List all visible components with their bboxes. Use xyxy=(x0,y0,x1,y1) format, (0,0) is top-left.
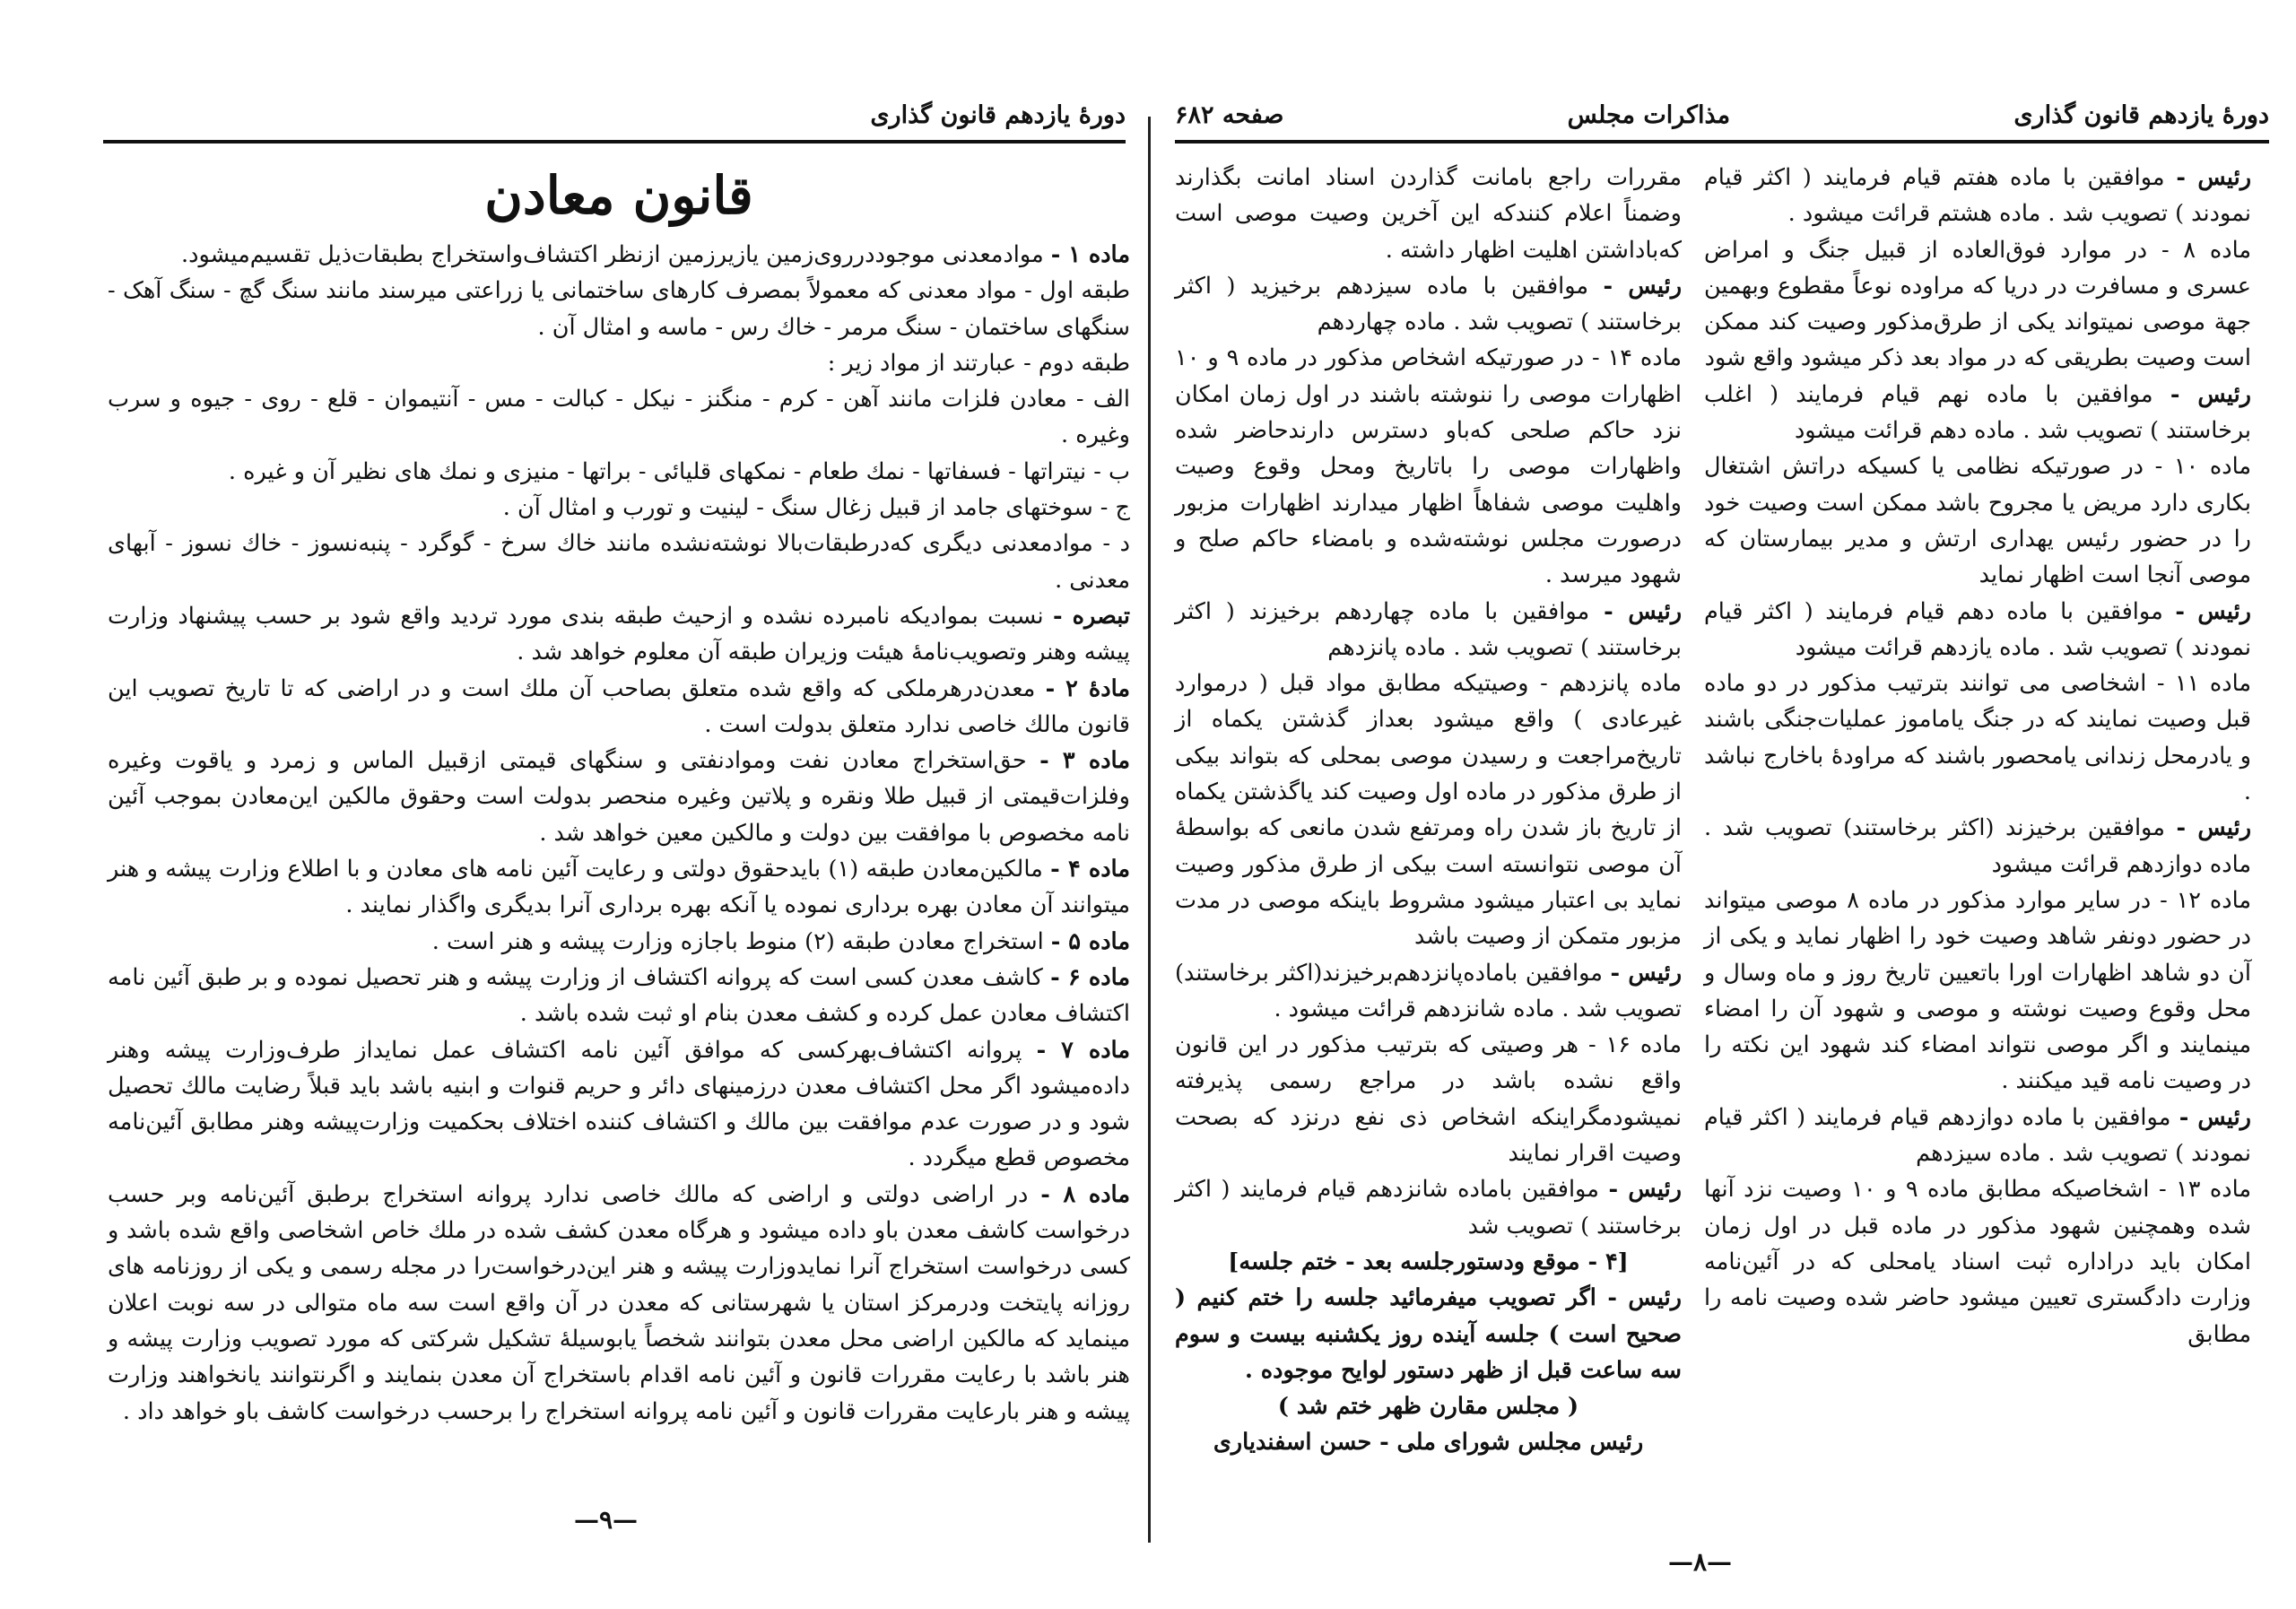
page-divider xyxy=(1148,117,1151,1543)
paragraph-text: موافقین با ماده هفتم قیام فرمایند ( اکثر قیام نمودند ) تصویب شد . ماده هشتم قرائت میشود . xyxy=(1704,164,2251,228)
right-page xyxy=(1157,0,2296,1609)
page-label: صفحه ۶۸۲ xyxy=(1175,100,1284,129)
paragraph-text: موافقین با ماده دهم قیام فرمایند ( اکثر قیام نمودند ) تصویب شد . ماده یازدهم قرائت میشود xyxy=(1704,597,2251,661)
paragraph-text: طبقه دوم - عبارتند از مواد زیر : xyxy=(827,349,1130,377)
paragraph xyxy=(1704,883,2251,1100)
closing-block xyxy=(1175,1244,1682,1461)
article-label: رئیس - xyxy=(2179,1103,2251,1131)
paragraph xyxy=(1175,594,1682,666)
right-column-2 xyxy=(1175,160,1682,1461)
paragraph-text: در اراضی دولتی و اراضی که مالك خاصی ندارد پروانه استخراج برطبق آئین‌نامه وبر حسب درخواست کاشف معدن باو داده میشود و هرگاه معدن کشف شده در ملك خاص اشخاصی واقع شده باشد و کسی درخواست استخراج آنرا نماید‌وزارت پیشه و هنر این‌درخواست‌را در مجله رسمی و یکی از روزنامه های روزانه پایتخت ودرمرکز استان یا شهرستانی که معدن در آن واقع است سه ماه متوالی در سه نوبت اعلان مینماید که مالکین اراضی محل معدن بتوانند شخصاً یابوسیلهٔ تشکیل شرکتی که مورد تصویب وزارت پیشه و هنر باشد با رعایت مقررات قانون و آئین نامه اقدام باستخراج آن معدن بنمایند و اگرنتوانند یانخواهند وزارت پیشه و هنر بارعایت مقررات قانون و آئین نامه پروانه استخراج را برحسب درخواست کاشف باو خواهد داد . xyxy=(108,1180,1130,1425)
article-label: ماده ۵ - xyxy=(1050,927,1130,955)
paragraph-text: ماده ۱۱ - اشخاصی می توانند بترتیب مذکور در دو ماده قبل وصیت نمایند که در جنگ یاماموز عملیات‌جنگی باشند و یادرمحل زندانی یامحصور باشند که مراودهٔ باخارج نباشد . xyxy=(1704,670,2251,806)
paragraph-text: مالکین‌معادن طبقه (۱) بایدحقوق دولتی و رعایت آئین نامه های معادن و با اطلاع وزارت پیشه و هنر میتوانند آن معادن بهره برداری نموده یا آنکه بهره برداری آنرا بدیگری واگذار نمایند . xyxy=(108,856,1130,919)
paragraph-text: ماده ۸ - در موارد فوق‌العاده از قبیل جنگ و امراض عسری و مسافرت در دریا که مراوده نوعاً مقطوع وبهمین جهة موصی نمیتواند یکی از طرق‌مذکور وصیت کند ممکن است وصیت بطریقی که در مواد بعد ذکر میشود واقع شود xyxy=(1704,236,2251,372)
paragraph-text: کاشف معدن کسی است که پروانه اکتشاف از وزارت پیشه و هنر تحصیل نموده و بر طبق آئین نامه اکتشاف معادن عمل کرده و کشف معدن بنام او ثبت شده باشد . xyxy=(108,963,1130,1028)
paragraph xyxy=(1175,268,1682,341)
paragraph-text: موافقین برخیزند (اکثر برخاستند) تصویب شد . ماده دوازدهم قرائت میشود xyxy=(1704,814,2251,878)
session-label: دورهٔ یازدهم قانون گذاری xyxy=(2013,100,2269,129)
article-label: ماده ۶ - xyxy=(1050,963,1130,991)
paragraph-text: موافقین با ماده نهم قیام فرمایند ( اغلب برخاستند ) تصویب شد . ماده دهم قرائت میشود xyxy=(1704,380,2251,445)
section-heading: [۴ - موقع ودستورجلسه بعد - ختم جلسه] xyxy=(1228,1248,1629,1275)
paragraph xyxy=(108,598,1130,671)
article-label: رئیس - xyxy=(1610,959,1683,987)
paragraph xyxy=(1704,594,2251,666)
paragraph-text: ماده ۱۶ - هر وصیتی که بترتیب مذکور در این قانون واقع نشده باشد در مراجع رسمی پذیرفته نمیشودمگراینکه اشخاص ذی نفع درنزد که بصحت وصیت اقرار نمایند xyxy=(1175,1031,1682,1168)
paragraph xyxy=(108,526,1130,598)
adjournment-note: ( مجلس مقارن ظهر ختم شد ) xyxy=(1277,1393,1579,1421)
journal-title: مذاکرات مجلس xyxy=(1567,100,1731,129)
paragraph-text: ب - نیتراتها - فسفاتها - نمك طعام - نمکهای قلیائی - براتها - منیزی و نمك های نظیر آن و غیره . xyxy=(228,457,1130,485)
paragraph xyxy=(108,924,1130,960)
closing-speech xyxy=(1175,1280,1682,1388)
speech-text: اگر تصویب میفرمائید جلسه را ختم کنیم ( صحیح است ) جلسه آینده روز یکشنبه بیست و سوم سه ساعت قبل از ظهر دستور لوایح موجوده . xyxy=(1175,1284,1682,1384)
paragraph-text: نسبت بموادیکه نامبرده نشده و ازحیث طبقه بندی مورد تردید واقع شود بر حسب پیشنهاد وزارت پیشه وهنر وتصویب‌نامهٔ هیئت وزیران طبقه آن معلوم خواهد شد . xyxy=(108,602,1130,666)
left-running-header xyxy=(103,90,1126,144)
paragraph-text: ماده پانزدهم - وصیتیکه مطابق مواد قبل ( درموارد غیرعادی ) واقع میشود بعداز گذشتن یکماه از تاریخ‌مراجعت و رسیدن موصی بمحلی که بتواند بیکی از طرق مذکور در ماده اول وصیت کند یاگذشتن یکماه از تاریخ باز شدن راه ومرتفع شدن مانعی که بواسطهٔ آن موصی نتوانسته است بیکی از طرق مذکور وصیت نماید بی اعتبار میشود مشروط باینکه موصی در مدت مزبور متمکن از وصیت باشد xyxy=(1175,670,1682,951)
paragraph xyxy=(108,490,1130,526)
paragraph-text: طبقه اول - مواد معدنی که معمولاً بمصرف کارهای ساختمانی یا زراعتی میرسند مانند سنگ گچ - سنگ آهک - سنگهای ساختمان - سنگ مرمر - خاك رس - ماسه و امثال آن . xyxy=(108,277,1130,341)
column-2-body xyxy=(1175,160,1682,1244)
paragraph xyxy=(1704,232,2251,377)
article-label: رئیس - xyxy=(2170,380,2251,408)
paragraph xyxy=(1704,665,2251,810)
paragraph xyxy=(108,1032,1130,1177)
left-page-number: —۹— xyxy=(574,1505,639,1535)
paragraph xyxy=(108,381,1130,454)
article-label: ماده ۳ - xyxy=(1039,747,1130,775)
signature-line: رئیس مجلس شورای ملی - حسن اسفندیاری xyxy=(1213,1429,1644,1457)
article-label: ماده ۷ - xyxy=(1036,1036,1130,1064)
paragraph xyxy=(108,345,1130,381)
article-label: رئیس - xyxy=(2176,164,2252,191)
paragraph-text: ج - سوختهای جامد از قبیل زغال سنگ - لینیت و تورب و امثال آن . xyxy=(502,494,1130,522)
paragraph xyxy=(108,743,1130,851)
session-label: دورهٔ یازدهم قانون گذاری xyxy=(870,100,1126,129)
article-label: ماده ۱ - xyxy=(1050,241,1130,268)
paragraph xyxy=(1175,340,1682,593)
article-label: رئیس - xyxy=(2176,814,2252,842)
article-label: ماده ۴ - xyxy=(1050,856,1130,883)
right-column-1 xyxy=(1704,160,2251,1352)
paragraph-text: معدن‌درهرملکی که واقع شده متعلق بصاحب آن ملك است و در اراضی که تا تاریخ تصویب این قانون مالك خاصی ندارد متعلق بدولت است . xyxy=(108,674,1130,738)
paragraph-text: الف - معادن فلزات مانند آهن - کرم - منگنز - نیکل - کبالت - مس - آنتیموان - قلع - روی - جیوه و سرب وغیره . xyxy=(108,386,1130,449)
article-label: ماده ۸ - xyxy=(1040,1180,1130,1208)
right-page-number: —۸— xyxy=(1668,1547,1733,1577)
paragraph-text: ماده ۱۳ - اشخاصیکه مطابق ماده ۹ و ۱۰ وصیت نزد آنها شده وهمچنین شهود مذکور در ماده قبل در اول زمان امکان باید دراداره ثبت اسناد یامحلی که در آئین‌نامه وزارت دادگستری تعیین میشود حاضر شده وصیت نامه را مطابق xyxy=(1704,1176,2252,1348)
paragraph xyxy=(1704,160,2251,232)
article-label: تبصره - xyxy=(1052,602,1130,630)
paragraph xyxy=(108,851,1130,924)
paragraph-text: مقررات راجع بامانت گذاردن اسناد امانت بگذارند وضمناً اعلام کنندکه این آخرین وصیت موصی است که‌باداشتن اهلیت اظهار داشته . xyxy=(1175,164,1682,264)
paragraph xyxy=(108,960,1130,1032)
paragraph xyxy=(1175,160,1682,268)
paragraph-text: استخراج معادن طبقه (۲) منوط باجازه وزارت پیشه و هنر است . xyxy=(431,927,1051,955)
paragraph-text: موافقین با ماده سیزدهم برخیزید ( اکثر برخاستند ) تصویب شد . ماده چهاردهم xyxy=(1175,272,1682,336)
paragraph xyxy=(1704,377,2251,449)
paragraph xyxy=(108,273,1130,345)
document-title: قانون معادن xyxy=(484,165,753,226)
right-running-header xyxy=(1175,90,2269,144)
article-label: مادهٔ ۲ - xyxy=(1045,674,1131,702)
left-text-column xyxy=(108,160,1130,1430)
paragraph-text: پروانه اکتشاف‌بهرکسی که موافق آئین نامه اکتشاف عمل نماید‌از طرف‌وزارت پیشه وهنر داده‌میشود اگر محل اکتشاف معدن درزمینهای دائر و حریم قنوات و ابنیه باشد باید قبلاً رضایت مالك تحصیل شود و در صورت عدم موافقت بین مالك و اکتشاف کننده اختلاف بحکمیت وزارت‌پیشه وهنر مطابق آئین‌نامه مخصوص قطع میگردد . xyxy=(108,1036,1130,1172)
article-label: رئیس - xyxy=(1608,1176,1682,1204)
paragraph xyxy=(108,1177,1130,1430)
paragraph-text: حق‌استخراج معادن نفت وموادنفتی و سنگهای قیمتی ازقبیل الماس و زمرد و یاقوت وغیره وفلزات‌قیمتی از قبیل طلا ونقره و پلاتین وغیره منحصر بدولت است وحقوق مالکین این‌معادن بموجب آئین نامه مخصوص با موافقت بین دولت و مالکین معین خواهد شد . xyxy=(108,747,1130,847)
paragraph xyxy=(1704,810,2251,883)
paragraph-text: موادمعدنی موجوددرروی‌زمین یازیرزمین ازنظر اکتشاف‌واستخراج بطبقات‌ذیل تقسیم‌میشود. xyxy=(181,241,1051,268)
paragraph xyxy=(1704,448,2251,593)
paragraph-text: ماده ۱۰ - در صورتیکه نظامی یا کسیکه دراتش اشتغال بکاری دارد مریض یا مجروح باشد ممکن است وصیت خود را در حضور رئیس یهداری ارتش و مدیر بیمارستان که موصی آنجا است اظهار نماید xyxy=(1704,453,2252,589)
paragraph-text: موافقین با ماده دوازدهم قیام فرمایند ( اکثر قیام نمودند ) تصویب شد . ماده سیزدهم xyxy=(1704,1103,2251,1168)
paragraph xyxy=(1175,955,1682,1028)
speaker-label: رئیس - xyxy=(1607,1284,1682,1312)
article-label: رئیس - xyxy=(1603,272,1683,300)
paragraph-text: موافقین باماده شانزدهم قیام فرمایند ( اکثر برخاستند ) تصویب شد xyxy=(1175,1176,1682,1239)
paragraph xyxy=(1704,1171,2251,1352)
paragraph-text: د - موادمعدنی دیگری که‌درطبقات‌بالا نوشته‌نشده مانند خاك سرخ - گوگرد - پنبه‌نسوز - خاك نسوز - آبهای معدنی . xyxy=(108,530,1130,594)
article-label: رئیس - xyxy=(2175,597,2251,625)
paragraph xyxy=(108,237,1130,273)
paragraph xyxy=(1175,1171,1682,1244)
paragraph xyxy=(108,454,1130,490)
paragraph xyxy=(1175,1027,1682,1171)
paragraph-text: موافقین با ماده چهاردهم برخیزند ( اکثر برخاستند ) تصویب شد . ماده پانزدهم xyxy=(1175,597,1682,661)
paragraph xyxy=(1175,665,1682,954)
paragraph-text: موافقین باماده‌پانزدهم‌برخیزند(اکثر برخاستند) تصویب شد . ماده شانزدهم قرائت میشود . xyxy=(1175,959,1682,1022)
article-label: رئیس - xyxy=(1604,597,1683,625)
paragraph xyxy=(1704,1100,2251,1172)
paragraph-text: ماده ۱۴ - در صورتیکه اشخاص مذکور در ماده ۹ و ۱۰ اظهارات موصی را ننوشته باشند در اول زمان امکان نزد حاکم صلحی که‌باو دسترس دارندحاضر شده واظهارات موصی را باتاریخ ومحل وقوع وصیت واهلیت موصی شفاهاً اظهار میدارند اظهارات مزبور درصورت مجلس نوشته‌شده و بامضاء حاکم صلح و شهود میرسد . xyxy=(1175,344,1683,589)
paragraph-text: ماده ۱۲ - در سایر موارد مذکور در ماده ۸ موصی میتواند در حضور دونفر شاهد وصیت خود را اظهار نماید و یکی از آن دو شاهد اظهارات اورا باتعیین تاریخ روز و ماه وسال و محل وقوع وصیت نوشته و موصی و شهود آن را امضاء مینمایند و اگر موصی نتواند امضاء کند شهود این نکته را در وصیت نامه قید میکنند . xyxy=(1704,886,2251,1095)
paragraph xyxy=(108,671,1130,744)
